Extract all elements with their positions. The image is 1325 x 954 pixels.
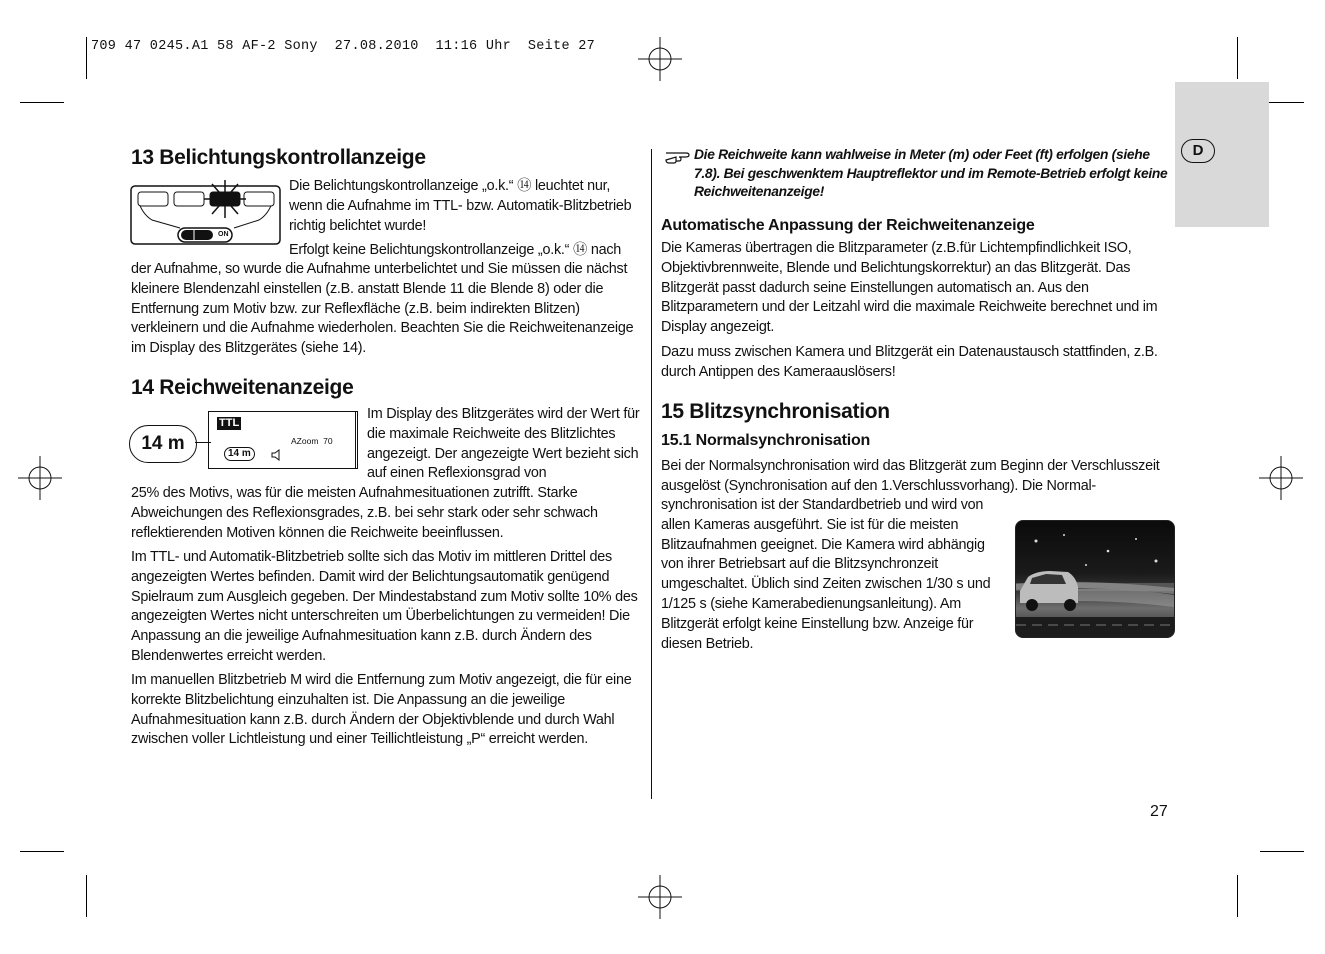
section-14-para-2: Im TTL- und Automatik-Blitzbetrieb sollte sich das Motiv im mittleren Drittel des angezeigten Wertes befinden. Damit wird der Belichtungsautomatik genügend Spielraum zum Ausgleich gegeben. Der Mindestabstand zum Motiv sollte 10% des angezeigten Wertes nicht unterschreiten um Überbelichtungen zu vermeiden! Die Anpassung an die jeweilige Aufnahmesituation kann z.B. durch Ändern des Blendenwertes erreicht werden.: [131, 549, 638, 664]
night-car-photo: [1015, 520, 1175, 638]
registration-mark-icon: [638, 37, 682, 81]
range-bubble: 14 m: [129, 425, 197, 463]
section-13-intro: Die Belichtungskontrollanzeige „o.k.“ ⑭ leuchtet nur, wenn die Aufnahme im TTL- bzw. Automatik-Blitzbetrieb richtig belichtet wurde!: [289, 178, 632, 234]
registration-mark-icon: [638, 875, 682, 919]
page-number: 27: [1150, 803, 1168, 820]
zoom-label: AZoom 70: [291, 436, 333, 446]
auto-range-para-2: Dazu muss zwischen Kamera und Blitzgerät ein Datenaustausch stattfinden, z.B. durch Antippen des Kameraauslösers!: [661, 344, 1158, 380]
section-15-1-para-wrap: synchronisation ist der Standardbetrieb und wird von allen Kameras ausgeführt. Sie ist für die meisten Blitzaufnahmen geeignet. Die Kamera wird abhängig von ihrer Betriebsart auf die Blitzsynchronzeit umgeschaltet. Üblich sind Zeiten zwischen 1/30 s und 1/125 s (siehe Kamerabedienungsanleitung). Am Blitzgerät erfolgt keine Einstellung bzw. Anzeige für diesen Betrieb.: [661, 497, 991, 652]
speaker-icon: [271, 449, 283, 461]
crop-mark: [1237, 37, 1238, 79]
print-slug: 709 47 0245.A1 58 AF-2 Sony 27.08.2010 11:16 Uhr Seite 27: [91, 39, 596, 54]
crop-mark: [1237, 875, 1238, 917]
column-divider: [651, 149, 652, 799]
crop-mark: [20, 102, 64, 103]
car-scene-image: [1016, 521, 1174, 637]
section-13-title: 13 Belichtungskontrollanzeige: [131, 146, 426, 169]
crop-mark: [1260, 851, 1304, 852]
section-15-title: 15 Blitzsynchronisation: [661, 400, 890, 423]
section-13-para: der Aufnahme, so wurde die Aufnahme unterbelichtet und Sie müssen die nächst kleinere Blendenzahl einstellen (z.B. anstatt Blende 11 die Blende 8) oder die Entfernung zum Motiv bzw. zur Reflexfläche (z.B. beim indirekten Blitzen) verkleinern und die Aufnahme wiederholen. Beachten Sie die Reichweitenanzeige im Display des Blitzgerätes (siehe 14).: [131, 261, 634, 357]
range-unit-note: Die Reichweite kann wahlweise in Meter (m) oder Feet (ft) erfolgen (siehe 7.8). Bei geschwenktem Hauptreflektor und im Remote-Betrieb erfolgt keine Reichweitenanzeige!: [694, 147, 1168, 199]
section-15-1-title: 15.1 Normalsynchronisation: [661, 432, 871, 449]
crop-mark: [86, 875, 87, 917]
section-14-title: 14 Reichweitenanzeige: [131, 376, 354, 399]
exposure-display-figure: [130, 180, 282, 246]
auto-range-title: Automatische Anpassung der Reichweitenanzeige: [661, 217, 1035, 234]
exposure-lcd-icon: [130, 180, 282, 246]
range-display-figure: [128, 409, 360, 471]
section-14-para-3: Im manuellen Blitzbetrieb M wird die Entfernung zum Motiv angezeigt, die für eine korrekte Blitzbelichtung einzuhalten ist. Die Anpassung an die jeweilige Aufnahmesituation kann z.B. durch Ändern der Objektivblende und durch Wahl zwischen voller Lichtleistung und einer Teillichtleistung „P“ erreicht werden.: [131, 672, 632, 748]
crop-mark: [86, 37, 87, 79]
crop-mark: [20, 851, 64, 852]
section-13-para-start: Erfolgt keine Belichtungskontrollanzeige „o.k.“ ⑭ nach: [289, 242, 622, 258]
on-switch-label: ON: [218, 231, 229, 238]
ttl-mode-label: TTL: [219, 417, 240, 429]
registration-mark-icon: [18, 456, 62, 500]
pointing-hand-icon: [664, 148, 690, 164]
flash-lcd-display: [208, 411, 356, 469]
section-14-para-1: 25% des Motivs, was für die meisten Aufnahmesituationen zutrifft. Starke Abweichungen des Reflexionsgrades, z.B. bei sehr stark oder sehr schwach reflektierenden Motiven können die Reichweite beeinflussen.: [131, 485, 598, 541]
bubble-connector: [195, 442, 211, 443]
section-15-1-para-full: Bei der Normalsynchronisation wird das Blitzgerät zum Beginn der Verschlusszeit ausgelöst (Synchronisation auf den 1.Verschlussvorhang). Die Normal-: [661, 458, 1160, 494]
auto-range-para-1: Die Kameras übertragen die Blitzparameter (z.B.für Lichtempfindlichkeit ISO, Objektivbrennweite, Blende und Belichtungskorrektur) an das Blitzgerät. Das Blitzgerät passt dadurch seine Einstellungen automatisch an. Aus den Blitzparametern und der Leitzahl wird die maximale Reichweite berechnet und im Display angezeigt.: [661, 240, 1158, 336]
language-badge: D: [1181, 139, 1215, 163]
registration-mark-icon: [1259, 456, 1303, 500]
range-readout: 14 m: [224, 447, 255, 461]
section-14-intro: Im Display des Blitzgerätes wird der Wert für die maximale Reichweite des Blitzlichtes angezeigt. Der angezeigte Wert bezieht sich auf einen Reflexionsgrad von: [367, 406, 640, 482]
